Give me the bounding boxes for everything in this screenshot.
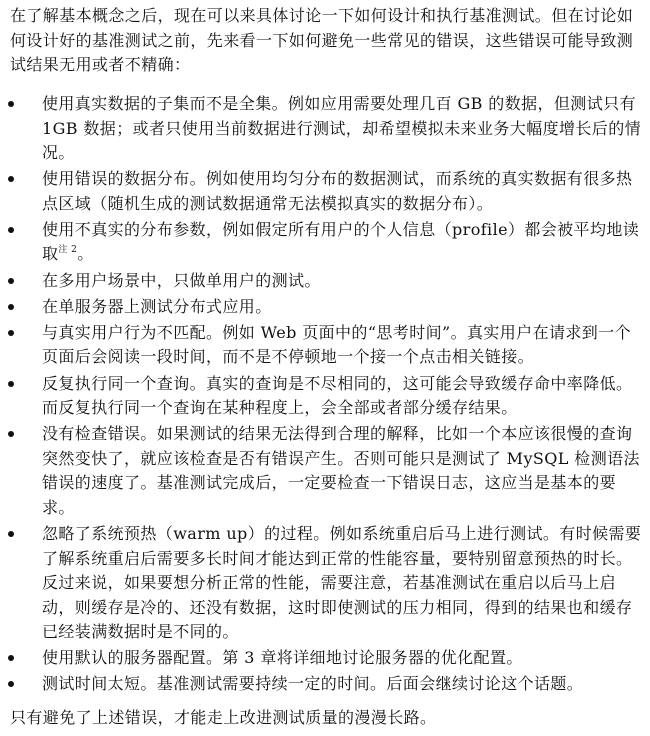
- intro-paragraph: 在了解基本概念之后，现在可以来具体讨论一下如何设计和执行基准测试。但在讨论如何设计好的基准测试之前，先来看一下如何避免一些常见的错误，这些错误可能导致测试结果无用或者不精确：: [10, 6, 634, 74]
- bullet-icon: [8, 278, 14, 284]
- bullet-icon: [8, 531, 14, 537]
- list-item-text: 没有检查错误。如果测试的结果无法得到合理的解释，比如一个本应该很慢的查询突然变快了，就应该检查是否有错误产生。否则可能只是测试了 MySQL 检测语法错误的速度了。基准测试完成后，一定要检查一下错误日志，这应当是基本的要求。: [42, 424, 640, 517]
- list-item-text: 反复执行同一个查询。真实的查询是不尽相同的，这可能会导致缓存命中率降低。而反复执行同一个查询在某种程度上，会全部或者部分缓存结果。: [42, 373, 633, 418]
- closing-paragraph: 只有避免了上述错误，才能走上改进测试质量的漫漫长路。: [10, 708, 437, 727]
- list-item: [0, 321, 650, 370]
- list-item: [0, 269, 650, 294]
- list-item: [0, 372, 650, 421]
- list-item-text: 测试时间太短。基准测试需要持续一定的时间。后面会继续讨论这个话题。: [42, 674, 584, 694]
- bullet-icon: [8, 227, 14, 233]
- list-item-text: 在多用户场景中，只做单用户的测试。: [42, 270, 321, 290]
- list-item: [0, 218, 650, 267]
- list-item-text: 在单服务器上测试分布式应用。: [42, 296, 272, 316]
- list-item: [0, 646, 650, 671]
- list-item-text: 与真实用户行为不匹配。例如 Web 页面中的“思考时间”。真实用户在请求到一个页面后会阅读一段时间，而不是不停顿地一个接一个点击相关链接。: [42, 322, 631, 367]
- bullet-icon: [8, 681, 14, 687]
- bullet-icon: [8, 176, 14, 182]
- list-item: [0, 422, 650, 520]
- list-item: [0, 522, 650, 645]
- bullet-icon: [8, 655, 14, 661]
- list-item: [0, 672, 650, 697]
- bullet-icon: [8, 381, 14, 387]
- list-item-text: 使用真实数据的子集而不是全集。例如应用需要处理几百 GB 的数据，但测试只有 1GB 数据；或者只使用当前数据进行测试，却希望模拟未来业务大幅度增长后的情况。: [42, 94, 642, 162]
- bullet-icon: [8, 304, 14, 310]
- list-item-text: 使用默认的服务器配置。第 3 章将详细地讨论服务器的优化配置。: [42, 648, 523, 668]
- mistakes-list: [0, 92, 650, 699]
- list-item-text: 忽略了系统预热（warm up）的过程。例如系统重启后马上进行测试。有时候需要了解系统重启后需要多长时间才能达到正常的性能容量，要特别留意预热的时长。反过来说，如果要想分析正常的性能，需要注意，若基准测试在重启以后马上启动，则缓存是冷的、还没有数据，这时即使测试的压力相同，得到的结果也和缓存已经装满数据时是不同的。: [42, 524, 642, 641]
- list-item: [0, 295, 650, 320]
- bullet-icon: [8, 330, 14, 336]
- list-item-text: 使用不真实的分布参数，例如假定所有用户的个人信息（profile）都会被平均地读取: [42, 219, 640, 264]
- bullet-icon: [8, 101, 14, 107]
- bullet-icon: [8, 431, 14, 437]
- list-item: [0, 92, 650, 166]
- list-item-text: 使用错误的数据分布。例如使用均匀分布的数据测试，而系统的真实数据有很多热点区域（随机生成的测试数据通常无法模拟真实的数据分布）。: [42, 169, 633, 213]
- footnote-marker: 注 2: [58, 245, 78, 256]
- list-item: [0, 167, 650, 216]
- list-item-text-tail: 。: [77, 244, 94, 264]
